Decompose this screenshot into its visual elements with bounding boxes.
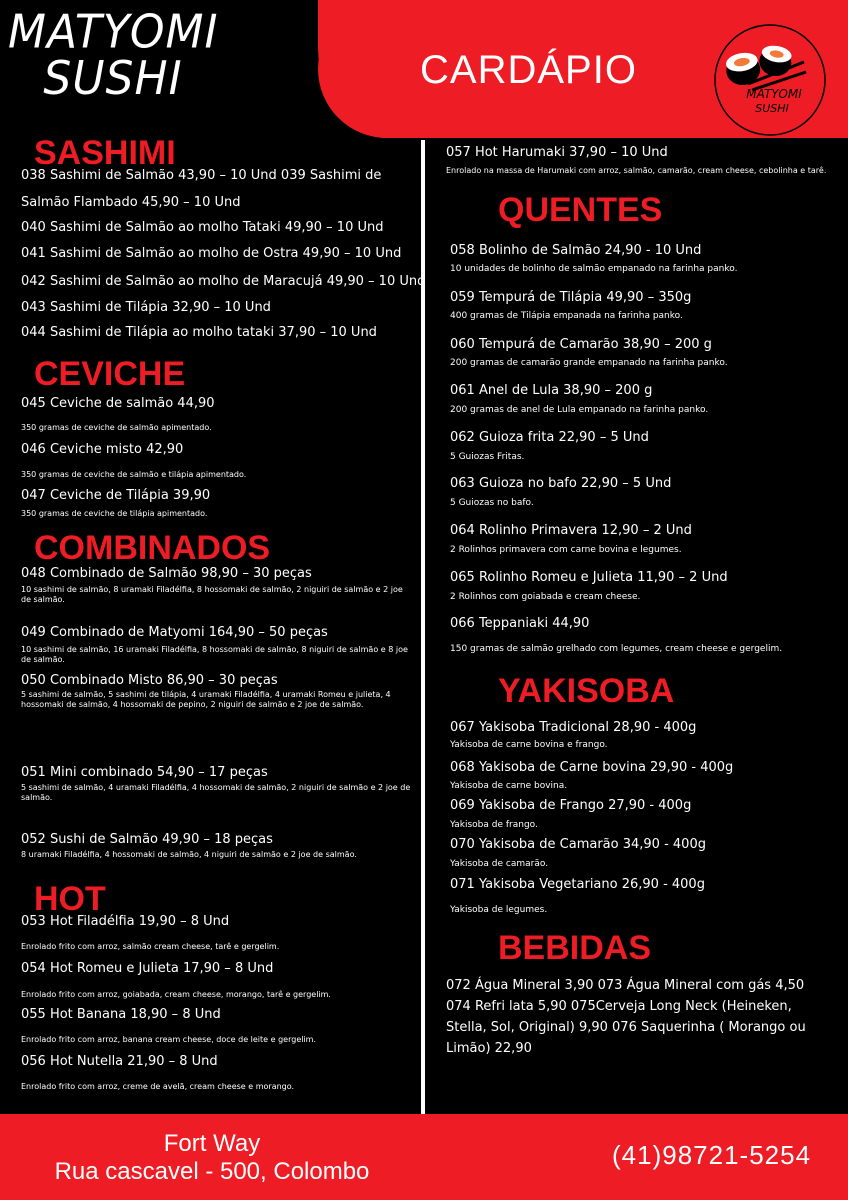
menu-item-desc: Enrolado frito com arroz, creme de avelã, cream cheese e morango. — [21, 1082, 295, 1091]
menu-item: 053 Hot Filadélfia 19,90 – 8 Und — [21, 914, 230, 929]
menu-item: Salmão Flambado 45,90 – 10 Und — [21, 195, 241, 210]
section-title-ceviche: CEVICHE — [34, 355, 186, 393]
menu-item-desc: 350 gramas de ceviche de tilápia apimentado. — [21, 509, 208, 518]
menu-item: 038 Sashimi de Salmão 43,90 – 10 Und 039 Sashimi de — [21, 168, 382, 183]
menu-item: 067 Yakisoba Tradicional 28,90 - 400g — [450, 720, 697, 735]
menu-item-desc: 150 gramas de salmão grelhado com legumes, cream cheese e gergelim. — [450, 644, 783, 654]
footer-street: Rua cascavel - 500, Colombo — [54, 1158, 370, 1185]
menu-item: 052 Sushi de Salmão 49,90 – 18 peças — [21, 832, 273, 847]
menu-item: 049 Combinado de Matyomi 164,90 – 50 peças — [21, 625, 328, 640]
menu-item-desc: 5 Guiozas Fritas. — [450, 452, 525, 462]
logo-line-2: SUSHI — [755, 102, 789, 115]
menu-item-desc: Yakisoba de carne bovina. — [450, 781, 568, 791]
menu-item-desc: 200 gramas de anel de Lula empanado na farinha panko. — [450, 405, 709, 415]
menu-item: 050 Combinado Misto 86,90 – 30 peças — [21, 673, 278, 688]
section-title-combinados: COMBINADOS — [34, 529, 271, 567]
menu-item-desc: Enrolado frito com arroz, banana cream cheese, doce de leite e gergelim. — [21, 1035, 317, 1044]
menu-item: 042 Sashimi de Salmão ao molho de Maracujá 49,90 – 10 Und — [21, 274, 426, 289]
menu-item: 047 Ceviche de Tilápia 39,90 — [21, 488, 211, 503]
brand-logo-text — [8, 5, 219, 106]
menu-item: 066 Teppaniaki 44,90 — [450, 616, 590, 631]
section-title-hot: HOT — [34, 880, 106, 918]
menu-item: 055 Hot Banana 18,90 – 8 Und — [21, 1007, 221, 1022]
menu-item-desc: 10 sashimi de salmão, 8 uramaki Filadélfia, 8 hossomaki de salmão, 2 niguiri de salmão e 2 joe de salmão. — [21, 585, 403, 604]
menu-item-desc: 400 gramas de Tilápia empanada na farinha panko. — [450, 311, 683, 321]
menu-item: 065 Rolinho Romeu e Julieta 11,90 – 2 Und — [450, 570, 728, 585]
menu-item-desc: 2 Rolinhos primavera com carne bovina e legumes. — [450, 545, 682, 555]
menu-item: 069 Yakisoba de Frango 27,90 - 400g — [450, 798, 692, 813]
menu-item-desc: Yakisoba de legumes. — [450, 905, 548, 915]
menu-item: 059 Tempurá de Tilápia 49,90 – 350g — [450, 290, 692, 305]
menu-item-desc: Yakisoba de frango. — [450, 820, 538, 830]
menu-item: 048 Combinado de Salmão 98,90 – 30 peças — [21, 566, 312, 581]
brand-line-2: SUSHI — [43, 51, 183, 106]
menu-item: 051 Mini combinado 54,90 – 17 peças — [21, 765, 268, 780]
section-title-yakisoba: YAKISOBA — [498, 672, 675, 710]
page-title: CARDÁPIO — [420, 48, 637, 92]
footer-phone: (41)98721-5254 — [612, 1140, 812, 1170]
menu-item: 062 Guioza frita 22,90 – 5 Und — [450, 430, 649, 445]
menu-item: 063 Guioza no bafo 22,90 – 5 Und — [450, 476, 672, 491]
menu-item: 056 Hot Nutella 21,90 – 8 Und — [21, 1054, 218, 1069]
footer-place: Fort Way — [163, 1130, 261, 1157]
menu-item: 060 Tempurá de Camarão 38,90 – 200 g — [450, 337, 712, 352]
footer-address — [0, 1130, 424, 1186]
menu-item-desc: 5 sashimi de salmão, 4 uramaki Filadélfia, 4 hossomaki de salmão, 2 niguiri de salmão e 2 joe de salmão. — [21, 783, 411, 802]
menu-item: 044 Sashimi de Tilápia ao molho tataki 37,90 – 10 Und — [21, 325, 377, 340]
menu-item: 058 Bolinho de Salmão 24,90 - 10 Und — [450, 243, 702, 258]
menu-item-desc: 200 gramas de camarão grande empanado na farinha panko. — [450, 358, 728, 368]
section-title-quentes: QUENTES — [498, 191, 663, 229]
menu-item-desc: Enrolado frito com arroz, goiabada, cream cheese, morango, tarê e gergelim. — [21, 990, 331, 999]
section-title-bebidas: BEBIDAS — [498, 929, 652, 967]
menu-item-desc: Yakisoba de camarão. — [450, 859, 549, 869]
menu-item: 061 Anel de Lula 38,90 – 200 g — [450, 383, 653, 398]
menu-item: 071 Yakisoba Vegetariano 26,90 - 400g — [450, 877, 705, 892]
menu-item-desc: Yakisoba de carne bovina e frango. — [450, 740, 608, 750]
menu-item-desc: 10 unidades de bolinho de salmão empanado na farinha panko. — [450, 264, 738, 274]
menu-item-desc: 5 Guiozas no bafo. — [450, 498, 534, 508]
menu-item-desc: Enrolado frito com arroz, salmão cream cheese, tarê e gergelim. — [21, 942, 280, 951]
menu-item: 070 Yakisoba de Camarão 34,90 - 400g — [450, 837, 706, 852]
menu-item: 068 Yakisoba de Carne bovina 29,90 - 400g — [450, 760, 734, 775]
menu-item-desc: 350 gramas de ceviche de salmão e tilápia apimentado. — [21, 470, 247, 479]
logo-line-1: MATYOMI — [746, 87, 802, 101]
menu-item-desc: 10 sashimi de salmão, 16 uramaki Filadélfia, 8 hossomaki de salmão, 8 niguiri de salmão e 8 joe de salmão. — [21, 645, 408, 664]
section-title-sashimi: SASHIMI — [34, 134, 176, 172]
brand-line-1: MATYOMI — [8, 5, 219, 60]
menu-item: 040 Sashimi de Salmão ao molho Tataki 49,90 – 10 Und — [21, 220, 384, 235]
menu-item: 064 Rolinho Primavera 12,90 – 2 Und — [450, 523, 692, 538]
menu-item: 054 Hot Romeu e Julieta 17,90 – 8 Und — [21, 961, 274, 976]
sushi-logo-icon — [712, 22, 828, 138]
menu-item: 057 Hot Harumaki 37,90 – 10 Und — [446, 145, 668, 160]
menu-item-desc: 8 uramaki Filadélfia, 4 hossomaki de salmão, 4 niguiri de salmão e 2 joe de salmão. — [21, 850, 357, 859]
menu-item-desc: 350 gramas de ceviche de salmão apimentado. — [21, 423, 212, 432]
menu-item-desc: 2 Rolinhos com goiabada e cream cheese. — [450, 592, 641, 602]
menu-item: 045 Ceviche de salmão 44,90 — [21, 396, 215, 411]
menu-item-desc: Enrolado na massa de Harumaki com arroz, salmão, camarão, cream cheese, cebolinha e tarê. — [446, 166, 827, 175]
drinks-text: 072 Água Mineral 3,90 073 Água Mineral com gás 4,50 074 Refri lata 5,90 075Cerveja Long Neck (Heineken, Stella, Sol, Original) 9,90 076 Saquerinha ( Morango ou Limão) 22,90 — [446, 978, 806, 1056]
menu-item: 046 Ceviche misto 42,90 — [21, 442, 184, 457]
menu-item: 043 Sashimi de Tilápia 32,90 – 10 Und — [21, 300, 271, 315]
menu-item-desc: 5 sashimi de salmão, 5 sashimi de tilápia, 4 uramaki Filadélfia, 4 uramaki Romeu e julieta, 4 hossomaki de salmão, 4 hossomaki de pepino, 2 niguiri de salmão e 2 joe de salmão. — [21, 690, 391, 709]
menu-item: 041 Sashimi de Salmão ao molho de Ostra 49,90 – 10 Und — [21, 246, 402, 261]
